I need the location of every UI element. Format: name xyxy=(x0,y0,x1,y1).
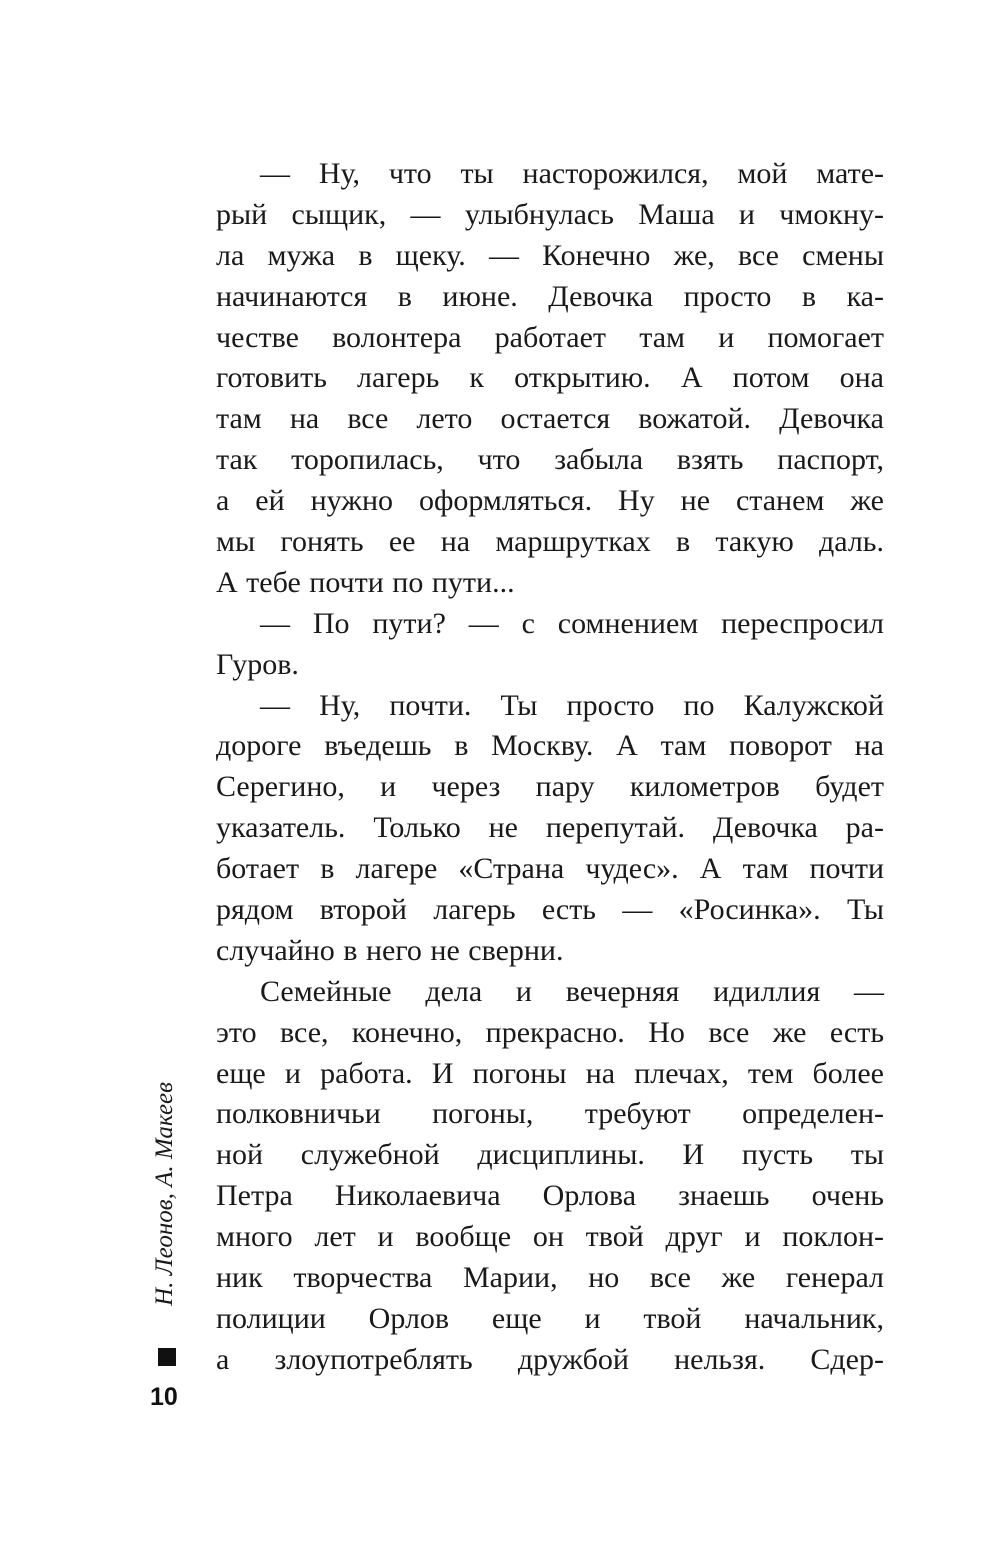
text-line: готовить лагерь к открытию. А потом она xyxy=(216,361,884,395)
text-line: — По пути? — с сомнением переспросил xyxy=(260,606,884,640)
text-line: Петра Николаевича Орлова знаешь очень xyxy=(216,1179,884,1213)
text-line: полиции Орлов еще и твой начальник, xyxy=(216,1301,884,1335)
text-line: случайно в него не сверни. xyxy=(216,933,564,967)
body-text xyxy=(216,154,884,1381)
text-line: рый сыщик, — улыбнулась Маша и чмокну- xyxy=(216,197,884,231)
text-line: начинаются в июне. Девочка просто в ка- xyxy=(216,279,884,313)
text-line: много лет и вообще он твой друг и поклон- xyxy=(216,1220,884,1254)
text-line: а злоупотреблять дружбой нельзя. Сдер- xyxy=(216,1342,884,1376)
text-line: рядом второй лагерь есть — «Росинка». Ты xyxy=(216,893,884,927)
text-line: — Ну, что ты насторожился, мой мате- xyxy=(260,157,884,190)
text-line: указатель. Только не перепутай. Девочка ра- xyxy=(216,811,884,845)
text-line: дороге въедешь в Москву. А там поворот на xyxy=(216,729,884,763)
text-line: — Ну, почти. Ты просто по Калужской xyxy=(260,688,884,722)
text-line: полковничьи погоны, требуют определен- xyxy=(216,1097,884,1131)
text-line: ной служебной дисциплины. И пусть ты xyxy=(216,1138,884,1172)
page-number: 10 xyxy=(150,1383,178,1411)
text-line: там на все лето остается вожатой. Девочка xyxy=(216,402,884,436)
text-line: еще и работа. И погоны на плечах, тем более xyxy=(216,1056,884,1090)
text-line: ботает в лагере «Страна чудес». А там почти xyxy=(216,852,884,886)
text-line: Семейные дела и вечерняя идиллия — xyxy=(260,974,884,1008)
text-line: а ей нужно оформляться. Ну не станем же xyxy=(216,484,884,518)
text-line: Серегино, и через пару километров будет xyxy=(216,770,884,804)
text-line: мы гонять ее на маршрутках в такую даль. xyxy=(216,525,884,559)
text-line: Гуров. xyxy=(216,647,299,681)
text-line: честве волонтера работает там и помогает xyxy=(216,320,884,354)
text-line: это все, конечно, прекрасно. Но все же есть xyxy=(216,1015,884,1049)
text-line: ник творчества Марии, но все же генерал xyxy=(216,1261,884,1295)
text-line: так торопилась, что забыла взять паспорт, xyxy=(216,443,884,477)
text-line: ла мужа в щеку. — Конечно же, все смены xyxy=(216,238,884,272)
square-marker-icon xyxy=(158,1348,176,1366)
text-line: А тебе почти по пути... xyxy=(216,565,515,599)
running-head-authors: Н. Леонов, А. Макеев xyxy=(151,1082,178,1306)
